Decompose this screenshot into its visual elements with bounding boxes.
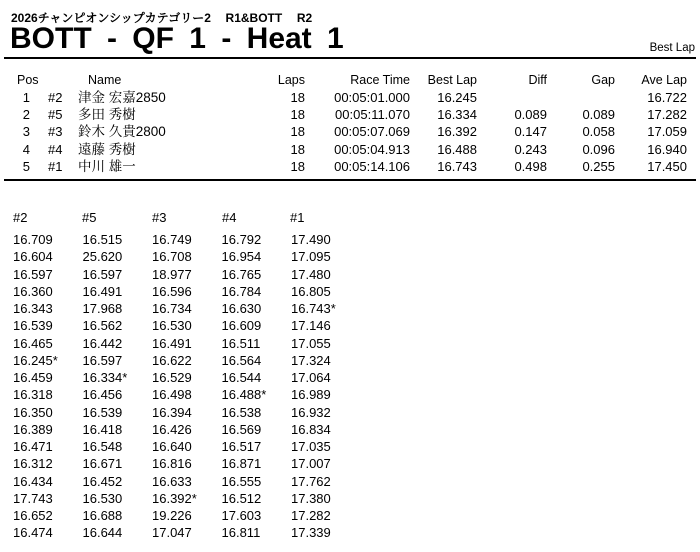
result-cell-ave: 17.059 <box>647 124 687 140</box>
result-cell-laps: 18 <box>290 107 305 123</box>
lap-cell: 16.816 <box>152 456 192 472</box>
result-cell-best: 16.488 <box>437 141 477 157</box>
lap-row <box>0 473 700 490</box>
lap-cell: 17.035 <box>291 439 331 454</box>
result-cell-gap: 0.089 <box>582 107 615 123</box>
lap-cell: 16.609 <box>221 318 262 334</box>
column-header-gap: Gap <box>591 73 615 87</box>
result-cell-race: 00:05:07.069 <box>334 124 410 140</box>
lap-cell: 17.095 <box>291 249 331 265</box>
lap-times-header-row <box>0 210 700 231</box>
result-cell-gap: 0.255 <box>582 158 615 174</box>
result-cell-pos: 1 <box>22 90 30 105</box>
lap-column-header: #5 <box>82 210 97 225</box>
page-title: BOTT - QF 1 - Heat 1 <box>10 22 344 55</box>
lap-cell: 16.512 <box>221 490 262 506</box>
lap-cell: 16.544 <box>221 370 262 385</box>
lap-cell: 17.064 <box>291 370 331 385</box>
lap-cell: 16.644 <box>82 525 123 541</box>
lap-cell: 16.491 <box>82 283 123 299</box>
lap-cell: 16.633 <box>152 473 192 489</box>
lap-cell: 16.539 <box>13 318 53 334</box>
lap-cell: 17.603 <box>221 508 262 523</box>
lap-cell: 16.539 <box>82 404 123 420</box>
result-cell-gap: 0.058 <box>582 124 615 140</box>
result-cell-ave: 16.722 <box>647 90 687 105</box>
lap-row <box>0 248 700 265</box>
column-header-diff: Diff <box>528 73 547 87</box>
event-subtitle: 2026チャンピオンシップカテゴリー2 R1&BOTT R2 <box>11 11 313 25</box>
lap-cell: 17.146 <box>291 318 331 334</box>
lap-cell: 16.474 <box>13 525 53 541</box>
lap-cell: 16.564 <box>221 352 262 368</box>
lap-cell: 16.954 <box>221 249 262 265</box>
lap-times-table <box>0 210 700 542</box>
lap-row <box>0 524 700 541</box>
lap-row <box>0 231 700 248</box>
lap-cell: 16.597 <box>82 266 123 282</box>
lap-cell: 16.743* <box>291 301 336 316</box>
result-row <box>0 141 700 158</box>
lap-cell: 16.640 <box>152 439 192 454</box>
lap-row <box>0 300 700 317</box>
lap-cell: 16.765 <box>221 266 262 282</box>
lap-cell: 17.480 <box>291 266 331 282</box>
result-cell-laps: 18 <box>290 90 305 105</box>
lap-cell: 17.055 <box>291 335 331 351</box>
lap-cell: 16.343 <box>13 301 53 316</box>
lap-cell: 16.688 <box>82 508 123 523</box>
result-cell-diff: 0.089 <box>514 107 547 123</box>
lap-cell: 16.596 <box>152 283 192 299</box>
result-cell-best: 16.334 <box>437 107 477 123</box>
lap-cell: 16.452 <box>82 473 123 489</box>
lap-column-header: #2 <box>13 210 28 225</box>
lap-cell: 17.743 <box>13 490 53 506</box>
result-cell-pos: 4 <box>22 141 30 157</box>
lap-cell: 16.459 <box>13 370 53 385</box>
lap-column-header: #1 <box>290 210 305 225</box>
result-cell-race: 00:05:11.070 <box>335 107 410 123</box>
lap-row <box>0 352 700 369</box>
result-cell-diff: 0.147 <box>514 124 547 140</box>
lap-row <box>0 455 700 472</box>
lap-cell: 16.548 <box>82 439 123 454</box>
lap-cell: 16.350 <box>13 404 53 420</box>
lap-cell: 16.792 <box>221 232 262 247</box>
result-cell-gap <box>547 89 615 106</box>
result-cell-num: #3 <box>48 124 63 140</box>
lap-cell: 16.709 <box>13 232 53 247</box>
lap-cell: 16.555 <box>221 473 262 489</box>
lap-row <box>0 266 700 283</box>
result-cell-pos: 3 <box>22 124 30 140</box>
lap-cell: 17.324 <box>291 352 331 368</box>
lap-cell: 17.007 <box>291 456 331 472</box>
lap-cell: 16.530 <box>152 318 192 334</box>
lap-cell: 17.380 <box>291 490 331 506</box>
lap-cell: 16.989 <box>291 387 331 403</box>
result-cell-num: #5 <box>48 107 63 123</box>
lap-cell: 16.538 <box>221 404 262 420</box>
lap-cell: 16.312 <box>13 456 53 472</box>
lap-cell: 16.784 <box>221 283 262 299</box>
result-cell-num: #2 <box>48 90 63 105</box>
lap-cell: 16.515 <box>82 232 123 247</box>
lap-row <box>0 490 700 507</box>
lap-cell: 16.749 <box>152 232 192 247</box>
lap-cell: 16.456 <box>82 387 123 403</box>
lap-cell: 19.226 <box>152 508 192 523</box>
column-header-pos: Pos <box>17 73 39 87</box>
result-cell-diff: 0.243 <box>514 141 547 157</box>
lap-row <box>0 369 700 386</box>
lap-cell: 16.562 <box>82 318 123 334</box>
lap-row <box>0 507 700 524</box>
best-lap-corner-label: Best Lap <box>649 42 695 54</box>
lap-cell: 16.569 <box>221 421 262 437</box>
column-header-name: Name <box>88 73 122 87</box>
lap-cell: 16.488* <box>221 387 267 403</box>
lap-column-header: #3 <box>152 210 167 225</box>
result-cell-diff <box>477 89 547 106</box>
lap-cell: 16.465 <box>13 335 53 351</box>
result-cell-laps: 18 <box>290 158 305 174</box>
lap-cell: 16.245* <box>13 352 58 368</box>
result-cell-name: 多田 秀樹 <box>78 107 136 123</box>
column-header-ave-lap: Ave Lap <box>641 73 687 87</box>
lap-cell: 16.491 <box>152 335 192 351</box>
lap-cell: 17.282 <box>291 508 331 523</box>
result-cell-pos: 5 <box>22 158 30 174</box>
result-cell-race: 00:05:01.000 <box>334 90 410 105</box>
lap-cell: 16.434 <box>13 473 53 489</box>
lap-row <box>0 438 700 455</box>
lap-cell: 17.762 <box>291 473 331 489</box>
lap-row <box>0 386 700 403</box>
lap-cell: 16.811 <box>221 525 261 541</box>
lap-cell: 16.805 <box>291 283 331 299</box>
lap-cell: 16.597 <box>82 352 123 368</box>
lap-cell: 16.471 <box>13 439 53 454</box>
lap-cell: 16.671 <box>82 456 123 472</box>
result-cell-num: #1 <box>48 158 63 174</box>
result-row <box>0 158 700 175</box>
lap-cell: 16.418 <box>82 421 123 437</box>
lap-cell: 16.597 <box>13 266 53 282</box>
lap-cell: 16.652 <box>13 508 53 523</box>
lap-row <box>0 421 700 438</box>
result-cell-diff: 0.498 <box>514 158 547 174</box>
lap-cell: 17.339 <box>291 525 331 541</box>
header-divider-line <box>4 57 696 59</box>
lap-cell: 17.968 <box>82 301 123 316</box>
lap-cell: 16.442 <box>82 335 123 351</box>
result-cell-best: 16.392 <box>437 124 477 140</box>
lap-cell: 16.529 <box>152 370 192 385</box>
lap-cell: 16.734 <box>152 301 192 316</box>
results-body <box>0 89 700 175</box>
result-cell-name: 鈴木 久貴2800 <box>78 124 166 140</box>
result-cell-name: 遠藤 秀樹 <box>78 141 136 157</box>
result-cell-ave: 17.450 <box>647 158 687 174</box>
lap-cell: 16.530 <box>82 490 123 506</box>
lap-cell: 16.932 <box>291 404 331 420</box>
result-cell-race: 00:05:14.106 <box>334 158 410 174</box>
result-cell-best: 16.245 <box>437 90 477 105</box>
lap-cell: 16.392* <box>152 490 197 506</box>
result-cell-ave: 16.940 <box>647 141 687 157</box>
lap-cell: 16.871 <box>221 456 262 472</box>
lap-cell: 16.318 <box>13 387 53 403</box>
lap-cell: 16.834 <box>291 421 331 437</box>
lap-cell: 17.490 <box>291 232 331 247</box>
laps-body <box>0 231 700 542</box>
results-header-row <box>0 73 700 89</box>
result-cell-name: 津金 宏嘉2850 <box>78 90 166 105</box>
lap-cell: 17.047 <box>152 525 192 541</box>
lap-cell: 16.604 <box>13 249 53 265</box>
lap-cell: 16.517 <box>221 439 262 454</box>
lap-column-header: #4 <box>222 210 237 225</box>
lap-cell: 16.622 <box>152 352 192 368</box>
lap-cell: 16.426 <box>152 421 192 437</box>
lap-cell: 16.394 <box>152 404 192 420</box>
results-table <box>0 73 700 175</box>
lap-cell: 18.977 <box>152 266 192 282</box>
result-cell-laps: 18 <box>290 141 305 157</box>
result-cell-laps: 18 <box>290 124 305 140</box>
lap-cell: 16.498 <box>152 387 192 403</box>
column-header-race-time: Race Time <box>350 73 410 87</box>
results-divider-line <box>4 179 696 181</box>
lap-cell: 16.708 <box>152 249 192 265</box>
lap-row <box>0 283 700 300</box>
result-cell-gap: 0.096 <box>582 141 615 157</box>
column-header-best-lap: Best Lap <box>427 73 477 87</box>
result-cell-ave: 17.282 <box>647 107 687 123</box>
lap-cell: 16.334* <box>82 370 128 385</box>
lap-cell: 16.389 <box>13 421 53 437</box>
result-row <box>0 106 700 123</box>
column-header-laps: Laps <box>277 73 305 87</box>
lap-cell: 16.360 <box>13 283 53 299</box>
result-cell-pos: 2 <box>22 107 30 123</box>
result-cell-race: 00:05:04.913 <box>334 141 410 157</box>
lap-row <box>0 317 700 334</box>
result-row <box>0 123 700 140</box>
result-cell-best: 16.743 <box>437 158 477 174</box>
lap-row <box>0 335 700 352</box>
lap-cell: 25.620 <box>82 249 123 265</box>
lap-cell: 16.511 <box>221 335 261 351</box>
result-row <box>0 89 700 106</box>
lap-row <box>0 404 700 421</box>
result-cell-num: #4 <box>48 141 63 157</box>
lap-cell: 16.630 <box>221 301 262 316</box>
result-cell-name: 中川 雄一 <box>78 158 136 174</box>
